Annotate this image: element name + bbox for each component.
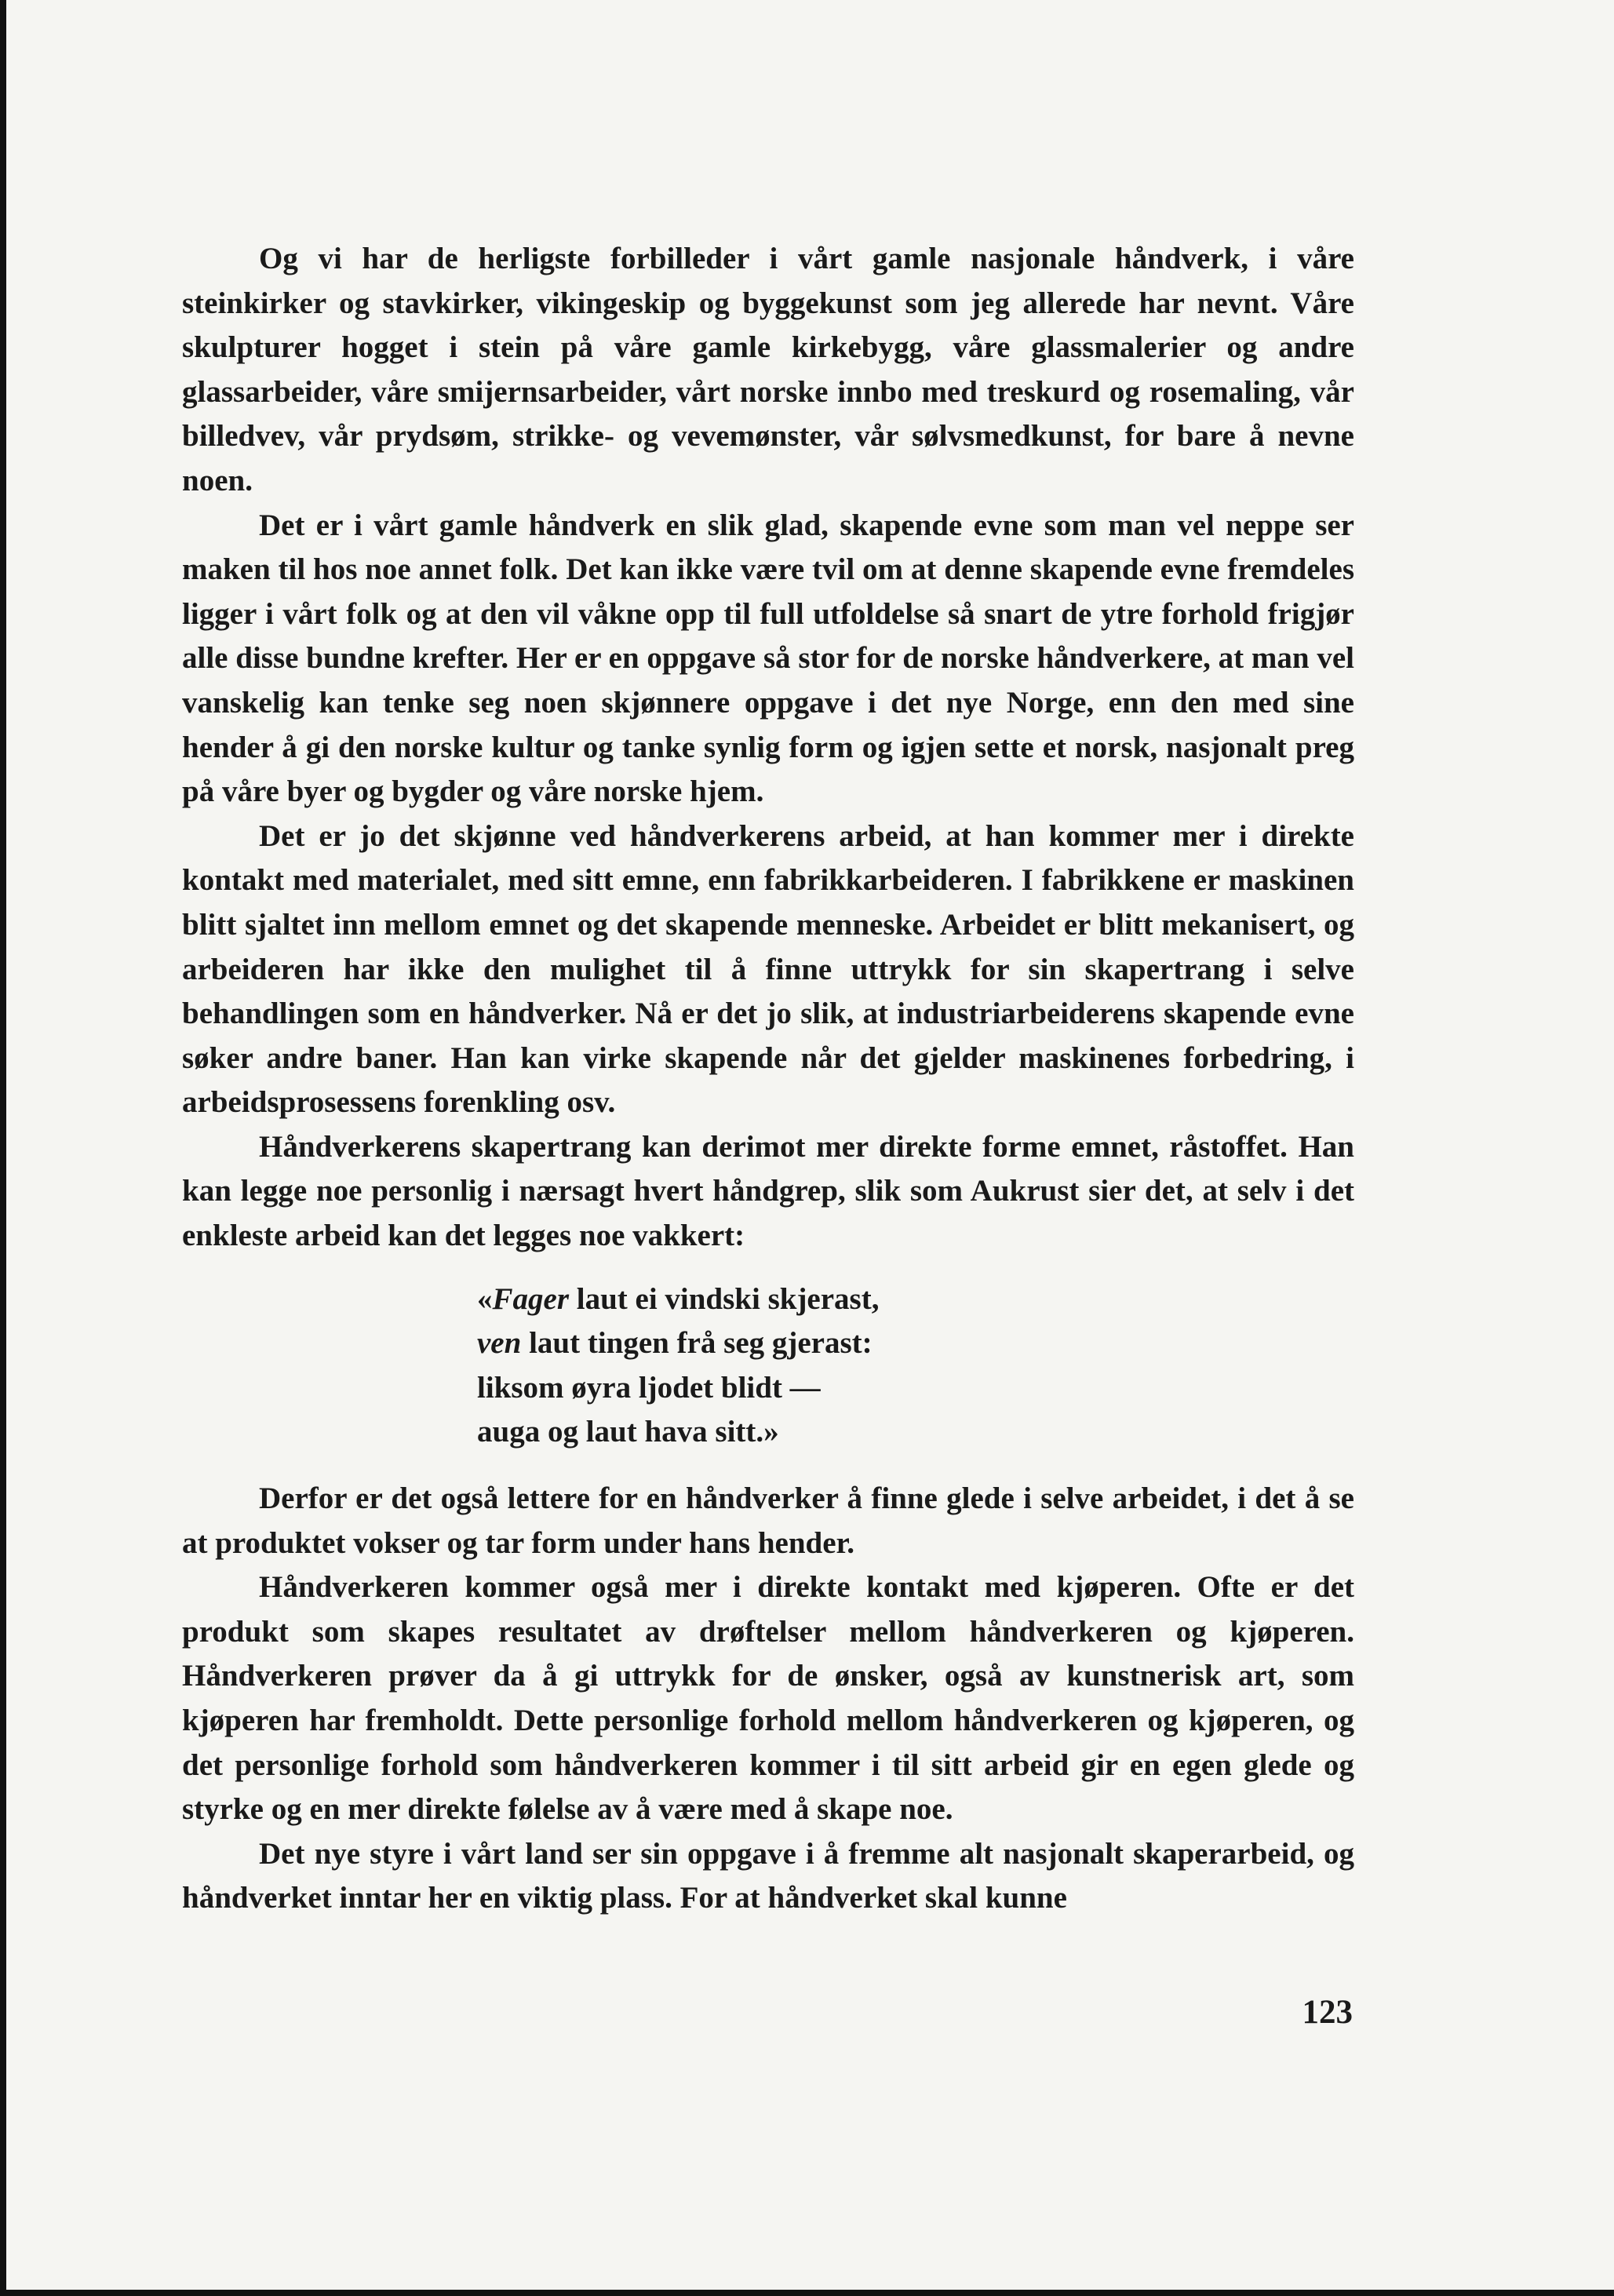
paragraph-1: Og vi har de herligste forbilleder i vårt gamle nasjonale håndverk, i våre steinkirker og stavkirker, vikingeskip og byggekunst som jeg allerede har nevnt. Våre skulpturer hogget i stein på våre gamle kirkebygg, våre glassmalerier og andre glassarbeider, våre smijernsarbeider, vårt norske innbo med treskurd og rosemaling, vår billedvev, vår prydsøm, strikke- og vevemønster, vår sølvsmedkunst, for bare å nevne noen. — [182, 242, 1354, 497]
verse-line-2-text: laut tingen frå seg gjerast: — [521, 1326, 873, 1361]
paragraph-7: Det nye styre i vårt land ser sin oppgave i å fremme alt nasjonalt skaperarbeid, og håndverket inntar her en viktig plass. For at håndverket skal kunne — [182, 1836, 1354, 1915]
verse-quote — [477, 1277, 1354, 1455]
paragraph-2: Det er i vårt gamle håndverk en slik glad, skapende evne som man vel neppe ser maken til hos noe annet folk. Det kan ikke være tvil om at denne skapende evne fremdeles ligger i vårt folk og at den vil våkne opp til full utfoldelse så snart de ytre forhold frigjør alle disse bundne krefter. Her er en oppgave så stor for de norske håndverkere, at man vel vanskelig kan tenke seg noen skjønnere oppgave i det nye Norge, enn den med sine hender å gi den norske kultur og tanke synlig form og igjen sette et norsk, nasjonalt preg på våre byer og bygder og våre norske hjem. — [182, 508, 1354, 809]
verse-line-1-text: laut ei vindski skjerast, — [569, 1281, 880, 1316]
scan-edge-left — [0, 0, 6, 2296]
page-number: 123 — [1302, 1994, 1353, 2031]
verse-line-4: auga og laut hava sitt.» — [477, 1415, 779, 1449]
paragraph-5: Derfor er det også lettere for en håndverker å finne glede i selve arbeidet, i det å se at produktet vokser og tar form under hans hender. — [182, 1481, 1354, 1560]
verse-open-quote: « — [477, 1281, 493, 1316]
body-text — [182, 237, 1354, 1921]
verse-line-2 — [477, 1321, 1354, 1366]
verse-line-1 — [477, 1277, 1354, 1322]
verse-emphasis-1: Fager — [492, 1281, 569, 1316]
paragraph-4: Håndverkerens skapertrang kan derimot mer direkte forme emnet, råstoffet. Han kan legge noe personlig i nærsagt hvert håndgrep, slik som Aukrust sier det, at selv i det enkleste arbeid kan det legges noe vakkert: — [182, 1129, 1354, 1253]
paragraph-3: Det er jo det skjønne ved håndverkerens arbeid, at han kommer mer i direkte kontakt med materialet, med sitt emne, enn fabrikkarbeideren. I fabrikkene er maskinen blitt sjaltet inn mellom emnet og det skapende menneske. Arbeidet er blitt mekanisert, og arbeideren har ikke den mulighet til å finne uttrykk for sin skapertrang i selve behandlingen som en håndverker. Nå er det jo slik, at industriarbeiderens skapende evne søker andre baner. Han kan virke skapende når det gjelder maskinenes forbedring, i arbeidsprosessens forenkling osv. — [182, 818, 1354, 1120]
verse-line-3: liksom øyra ljodet blidt — — [477, 1370, 821, 1405]
verse-emphasis-2: ven — [477, 1326, 522, 1361]
paragraph-6: Håndverkeren kommer også mer i direkte kontakt med kjøperen. Ofte er det produkt som skapes resultatet av drøftelser mellom håndverkeren og kjøperen. Håndverkeren prøver da å gi uttrykk for de ønsker, også av kunstnerisk art, som kjøperen har fremholdt. Dette personlige forhold mellom håndverkeren og kjøperen, og det personlige forhold som håndverkeren kommer i til sitt arbeid gir en egen glede og styrke og en mer direkte følelse av å være med å skape noe. — [182, 1570, 1354, 1827]
scan-edge-bottom — [0, 2290, 1614, 2296]
